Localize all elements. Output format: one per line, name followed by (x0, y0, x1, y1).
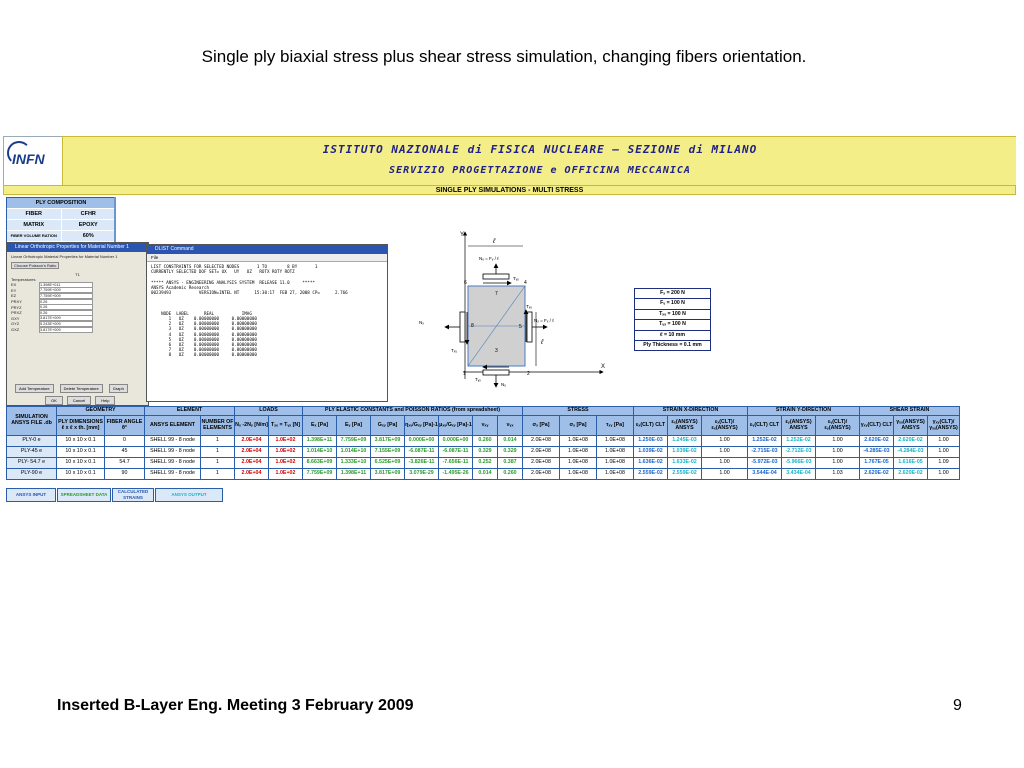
table-cell: 0 (105, 436, 145, 447)
prop-field[interactable]: 0.26 (39, 304, 93, 310)
table-cell: 1.398E+11 (337, 469, 371, 480)
table-cell: 1.0E+08 (597, 469, 634, 480)
column-header: νₓᵧ (473, 416, 498, 436)
table-cell: 1.00 (928, 436, 960, 447)
row-label: PLY-0 e (7, 436, 57, 447)
results-table (6, 406, 960, 480)
table-cell: 2.0E+04 (235, 469, 269, 480)
table-cell: 2.559E-02 (668, 469, 702, 480)
table-cell: 3.434E-04 (782, 469, 816, 480)
column-header: γₓᵧ(ANSYS) ANSYS (894, 416, 928, 436)
load-value: ℓ = 10 mm (635, 331, 710, 341)
ply-val: EPOXY (61, 220, 116, 230)
row-label: PLY-45 e (7, 447, 57, 458)
load-value: Fₓ = 200 N (635, 289, 710, 299)
txy-left-label: Tₓᵧ (451, 348, 457, 353)
top-load-bar (483, 274, 509, 279)
loads-box (634, 288, 711, 351)
window-title: Linear Orthotropic Properties for Material Number 1 (7, 243, 148, 252)
prop-key: PRXY (11, 299, 22, 305)
table-cell: 0.014 (498, 436, 523, 447)
column-header: Nₓ -2Nᵧ [N/m] (235, 416, 269, 436)
right-load-bar (527, 312, 532, 342)
group-header: LOADS (235, 407, 303, 416)
table-cell: -6.087E-11 (439, 447, 473, 458)
window-title: DLIST Command (147, 245, 387, 254)
graph-button[interactable]: Graph (109, 384, 128, 393)
table-cell: 54.7 (105, 458, 145, 469)
table-cell: SHELL 99 - 8 node (145, 469, 201, 480)
node-label: 2 (527, 371, 530, 377)
table-cell: 1.333E+10 (337, 458, 371, 469)
row-label: PLY-90 e (7, 469, 57, 480)
group-header: STRESS (523, 407, 634, 416)
nx-left-label: Nₓ (419, 320, 424, 325)
ply-val: CFHR (61, 209, 116, 219)
column-header: σₓ [Pa] (523, 416, 560, 436)
table-cell: 1.616E-05 (894, 458, 928, 469)
prop-field[interactable]: 3.817E+009 (39, 327, 93, 333)
slide-title: Single ply biaxial stress plus shear stress simulation, changing fibers orientation. (201, 47, 807, 66)
load-value: Tₓᵧ = 100 N (635, 310, 710, 320)
table-cell: 3.817E+09 (371, 469, 405, 480)
table-cell: 1.0E+02 (269, 458, 303, 469)
table-cell: SHELL 99 - 8 node (145, 458, 201, 469)
dim-top-label: ℓ (493, 238, 496, 245)
command-output: LIST CONSTRAINTS FOR SELECTED NODES 1 TO 8 BY 1 CURRENTLY SELECTED DOF SET= UX UY UZ ROTX ROTY ROTZ ***** ANSYS - ENGINEERING ANALYSIS SYSTEM RELEASE 11.0 ***** ANSYS Academic Research 00239493 VERSION=INTEL NT 15:30:17 FEB 27, 2008 CP= 2.766 NODE LABEL REAL IMAG 1 UZ 0.00000000 0.00000000 2 UZ 0.00000000 0.00000000 3 UZ 0.00000000 0.00000000 4 UZ 0.00000000 0.00000000 5 UZ 0.00000000 0.00000000 6 UZ 0.00000000 0.00000000 7 UZ 0.00000000 0.00000000 8 UZ 0.00000000 0.00000000 (151, 264, 348, 358)
tab-ansys-input[interactable]: ANSYS INPUT (6, 488, 56, 502)
table-cell: 1 (201, 458, 235, 469)
table-cell: 0.329 (498, 447, 523, 458)
table-cell: 7.759E+09 (337, 436, 371, 447)
column-header: Eᵧ [Pa] (337, 416, 371, 436)
table-cell: 1.014E+10 (337, 447, 371, 458)
column-header: εₓ(CLT) CLT (634, 416, 668, 436)
table-cell: 0.260 (473, 436, 498, 447)
table-cell: 0.014 (473, 469, 498, 480)
table-cell: 1.00 (928, 469, 960, 480)
delete-temperature-button[interactable]: Delete Temperature (60, 384, 103, 393)
column-header: γₓᵧ(CLT) CLT (860, 416, 894, 436)
table-cell: 0.000E+00 (405, 436, 439, 447)
table-cell: 0.000E+00 (439, 436, 473, 447)
prop-key: EZ (11, 293, 17, 299)
node-label: 5 (519, 324, 522, 330)
table-cell: 2.0E+08 (523, 469, 560, 480)
tyx-top-label: Tᵧₓ (513, 276, 519, 281)
temperatures-label: Temperatures (11, 277, 36, 282)
table-cell: 1.09 (928, 458, 960, 469)
table-cell: 0.260 (498, 469, 523, 480)
ply-composition (6, 197, 116, 243)
table-cell: 1 (201, 469, 235, 480)
table-cell: 1.252E-02 (748, 436, 782, 447)
table-cell: 10 x 10 x 0.1 (57, 458, 105, 469)
node-label: 4 (524, 280, 527, 286)
tab-ansys-output[interactable]: ANSYS OUTPUT (155, 488, 223, 502)
choose-poisson-button[interactable]: Choose Poisson's Ratio (11, 262, 59, 269)
table-cell: 2.0E+08 (523, 458, 560, 469)
row-label: PLY- 54.7 e (7, 458, 57, 469)
column-header: τₓᵧ [Pa] (597, 416, 634, 436)
infn-logo (3, 136, 63, 186)
column-header: γₓᵧ(CLT)/γₓᵧ(ANSYS) (928, 416, 960, 436)
prop-field[interactable]: 1.398E+011 (39, 282, 93, 288)
table-cell: 10 x 10 x 0.1 (57, 469, 105, 480)
table-cell: 2.0E+04 (235, 458, 269, 469)
group-header: ELEMENT (145, 407, 235, 416)
add-temperature-button[interactable]: Add Temperature (15, 384, 54, 393)
table-cell: 45 (105, 447, 145, 458)
table-cell: -3.826E-11 (405, 458, 439, 469)
table-row (7, 436, 960, 447)
ply-composition-title: PLY COMPOSITION (7, 198, 115, 209)
ply-key: MATRIX (7, 220, 61, 230)
sheet-tabs (6, 488, 223, 502)
table-cell: 1.633E-02 (668, 458, 702, 469)
table-cell: -6.087E-11 (405, 447, 439, 458)
table-cell: 1.0E+08 (560, 458, 597, 469)
prop-key: PRYZ (11, 304, 22, 310)
prop-key: EY (11, 287, 17, 293)
column-header: εᵧ(CLT) CLT (748, 416, 782, 436)
table-cell: 1.0E+02 (269, 469, 303, 480)
node-label: 3 (495, 348, 498, 354)
prop-field[interactable]: 5.243E+009 (39, 321, 93, 327)
column-header: εₓ(CLT)/εₓ(ANSYS) (702, 416, 748, 436)
ply-key: FIBER VOLUME RATION (7, 231, 61, 241)
table-row (7, 458, 960, 469)
table-cell: 1.014E+10 (303, 447, 337, 458)
table-cell: 2.0E+08 (523, 447, 560, 458)
load-diagram (413, 224, 623, 394)
table-cell: 1 (201, 447, 235, 458)
table-cell: -5.972E-03 (748, 458, 782, 469)
table-cell: SHELL 99 - 8 node (145, 447, 201, 458)
group-header: PLY ELASTIC CONSTANTS and POISSON RATIOS (from spreadsheet) (303, 407, 523, 416)
table-cell: 2.620E-02 (860, 469, 894, 480)
table-cell: 3.817E+09 (371, 436, 405, 447)
group-header: STRAIN Y-DIRECTION (748, 407, 860, 416)
ply-val: 60% (61, 231, 116, 241)
table-row (7, 469, 960, 480)
table-cell: 1.0E+08 (560, 447, 597, 458)
load-value: Ply Thickness = 0.1 mm (643, 341, 702, 348)
table-cell: 1.039E-02 (668, 447, 702, 458)
prop-field[interactable]: 7.759E+009 (39, 293, 93, 299)
table-cell: 1.767E-05 (860, 458, 894, 469)
group-header: SHEAR STRAIN (860, 407, 960, 416)
left-load-bar (460, 312, 465, 342)
prop-field[interactable]: 0.26 (39, 310, 93, 316)
column-header: NUMBER OF ELEMENTS (201, 416, 235, 436)
table-cell: 2.559E-02 (634, 469, 668, 480)
table-cell: 90 (105, 469, 145, 480)
table-cell: 1.0E+08 (560, 469, 597, 480)
table-cell: 2.620E-02 (894, 469, 928, 480)
tyx-bottom-label: Tᵧₓ (475, 377, 481, 382)
sheet-subtitle: SINGLE PLY SIMULATIONS - MULTI STRESS (3, 185, 1016, 195)
tab-calculated-strains[interactable]: CALCULATED STRAINS (112, 488, 154, 502)
table-cell: 0.387 (498, 458, 523, 469)
table-cell: 2.620E-02 (894, 436, 928, 447)
column-header: Eₓ [Pa] (303, 416, 337, 436)
group-header: GEOMETRY (57, 407, 145, 416)
ok-button[interactable]: OK (45, 396, 63, 405)
table-cell: -1.495E-26 (439, 469, 473, 480)
tab-spreadsheet-data[interactable]: SPREADSHEET DATA (57, 488, 111, 502)
table-cell: 2.620E-02 (860, 436, 894, 447)
table-cell: 2.0E+04 (235, 447, 269, 458)
x-axis-label: X (601, 364, 606, 370)
table-cell: 1.00 (928, 447, 960, 458)
table-row (7, 447, 960, 458)
table-cell: 1.00 (702, 436, 748, 447)
table-cell: 1.0E+02 (269, 436, 303, 447)
column-header: Tₓᵧ = Tᵧₓ [N] (269, 416, 303, 436)
dim-right-label: ℓ (541, 339, 544, 346)
file-menu[interactable]: File (147, 254, 387, 262)
table-cell: 1.00 (816, 447, 860, 458)
table-cell: 1.398E+11 (303, 436, 337, 447)
table-cell: 1.0E+02 (269, 447, 303, 458)
prop-field[interactable]: 0.26 (39, 299, 93, 305)
group-header: SIMULATION ANSYS FILE .db (7, 407, 57, 436)
prop-key: EX (11, 282, 17, 288)
temperature-column: T1 (75, 272, 80, 277)
column-header: νᵧₓ (498, 416, 523, 436)
material-properties-window (6, 242, 149, 406)
table-cell: 6.525E+09 (371, 458, 405, 469)
cancel-button[interactable]: Cancel (67, 396, 91, 405)
table-cell: 3.544E-04 (748, 469, 782, 480)
node-label: 7 (495, 291, 498, 297)
prop-field[interactable]: 3.817E+009 (39, 315, 93, 321)
table-cell: 1.03 (816, 469, 860, 480)
table-cell: -4.284E-03 (894, 447, 928, 458)
column-header: ANSYS ELEMENT (145, 416, 201, 436)
table-cell: 1.0E+08 (597, 458, 634, 469)
column-header: εᵧ(ANSYS) ANSYS (782, 416, 816, 436)
logo-text: INFN (12, 151, 45, 167)
table-cell: 1.00 (702, 469, 748, 480)
nx-right-label: Nₓ = Fₓ / ℓ (534, 318, 554, 323)
bottom-load-bar (483, 370, 509, 375)
prop-field[interactable]: 7.759E+009 (39, 287, 93, 293)
txy-right-label: Tₓᵧ (526, 304, 532, 309)
table-cell: 1.0E+08 (597, 436, 634, 447)
table-cell: 10 x 10 x 0.1 (57, 436, 105, 447)
slide-footer: Inserted B-Layer Eng. Meeting 3 February 2009 (57, 697, 414, 714)
page-number: 9 (953, 697, 962, 714)
table-cell: 8.663E+09 (303, 458, 337, 469)
table-cell: -4.285E-03 (860, 447, 894, 458)
prop-key: GXY (11, 315, 20, 321)
table-cell: -2.712E-03 (782, 447, 816, 458)
group-header: STRAIN X-DIRECTION (634, 407, 748, 416)
prop-key: GYZ (11, 321, 20, 327)
table-cell: -7.656E-11 (439, 458, 473, 469)
ny-top-label: Nᵧ = Fᵧ / ℓ (479, 256, 499, 261)
table-cell: 2.0E+08 (523, 436, 560, 447)
prop-key: PRXZ (11, 310, 22, 316)
table-cell: 2.0E+04 (235, 436, 269, 447)
table-cell: 1.00 (702, 447, 748, 458)
column-header: μₓᵧ/Gₓᵧ [Pa]-1 (439, 416, 473, 436)
node-label: 1 (463, 371, 466, 377)
table-cell: 1.0E+08 (560, 436, 597, 447)
table-cell: 1.636E-02 (634, 458, 668, 469)
table-cell: 1.0E+08 (597, 447, 634, 458)
column-header: εᵧ(CLT)/εᵧ(ANSYS) (816, 416, 860, 436)
column-header: εₓ(ANSYS) ANSYS (668, 416, 702, 436)
node-label: 8 (471, 323, 474, 329)
table-cell: -2.715E-03 (748, 447, 782, 458)
table-cell: 10 x 10 x 0.1 (57, 447, 105, 458)
table-cell: 3.079E-29 (405, 469, 439, 480)
y-axis-label: Y (460, 232, 465, 238)
ply-key: FIBER (7, 209, 61, 219)
window-caption: Linear Orthotropic Material Properties for Material Number 1 (11, 254, 118, 259)
table-cell: -5.966E-03 (782, 458, 816, 469)
table-cell: 1.00 (816, 458, 860, 469)
banner-line1: ISTITUTO NAZIONALE di FISICA NUCLEARE – SEZIONE di MILANO (322, 143, 758, 156)
help-button[interactable]: Help (95, 396, 115, 405)
table-cell: 1.00 (816, 436, 860, 447)
table-cell: 7.155E+09 (371, 447, 405, 458)
table-cell: 1 (201, 436, 235, 447)
table-cell: 1.252E-02 (782, 436, 816, 447)
spreadsheet-image (3, 136, 1016, 506)
table-cell: 7.759E+09 (303, 469, 337, 480)
load-value: Fᵧ = 100 N (635, 299, 710, 309)
column-header: σᵧ [Pa] (560, 416, 597, 436)
column-header: ηₓᵧ/Gₓᵧ [Pa]-1 (405, 416, 439, 436)
banner-line2: SERVIZIO PROGETTAZIONE e OFFICINA MECCANICA (389, 165, 691, 176)
column-header: PLY DIMENSIONS ℓ x ℓ x th. [mm] (57, 416, 105, 436)
institute-banner (62, 136, 1016, 186)
column-header: Gₓᵧ [Pa] (371, 416, 405, 436)
table-cell: SHELL 99 - 8 node (145, 436, 201, 447)
column-header: FIBER ANGLE θ° (105, 416, 145, 436)
table-cell: 0.252 (473, 458, 498, 469)
table-cell: 0.329 (473, 447, 498, 458)
table-cell: 1.250E-03 (634, 436, 668, 447)
table-cell: 1.245E-03 (668, 436, 702, 447)
ny-bottom-label: Nᵧ (501, 382, 506, 387)
prop-key: GXZ (11, 327, 20, 333)
node-label: 6 (464, 280, 467, 286)
table-cell: 1.039E-02 (634, 447, 668, 458)
load-value: Tᵧₓ = 100 N (635, 320, 710, 330)
table-cell: 1.00 (702, 458, 748, 469)
dlist-command-window (146, 244, 388, 402)
